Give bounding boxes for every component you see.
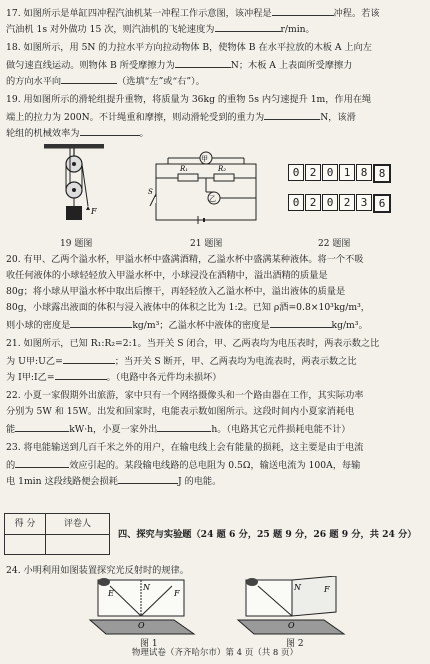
question-20 [6,252,424,332]
question-17 [6,4,424,36]
q22-text: 能 [6,424,16,435]
q22-text: kW·h，小夏一家外出 [69,424,158,435]
answer-blank[interactable] [15,456,69,468]
score-header: 得 分 [14,519,36,529]
q20-text: 收任何液体的小球轻轻放入甲溢水杯中，小球浸没在酒精中，溢出酒精的质量是 [6,270,328,281]
meter-digit: 0 [322,194,338,211]
meter-digit-decimal: 8 [373,164,391,183]
figure-caption: 19 题图 [60,239,93,249]
label-o: O [288,621,295,630]
q19-text: 轮组的机械效率为 [6,128,80,139]
q20-text: kg/m³。 [331,320,368,331]
question-24: 24. 小明利用如图装置探究光反射时的规律。 [6,565,189,576]
q21-text: 为 I甲:I乙= [6,372,55,383]
pulley-figure [40,144,110,228]
q23-text: 的 [6,460,16,471]
question-21 [6,336,424,384]
q21-text: 。（电路中各元件均未损坏） [106,372,222,383]
label-f: F [324,585,330,594]
q18-text: N；木板 A 上表面所受摩擦力 [230,60,353,71]
q20-text: 则小球的密度是 [6,320,71,331]
answer-blank[interactable] [264,108,320,120]
meter-a-label: 甲 [201,155,208,163]
q20-text: 80g；将小球从甲溢水杯中取出后擦干，再轻轻放入乙溢水杯中，溢出液体的质量是 [6,286,346,297]
q19-text: N，该滑 [320,112,356,123]
figure-caption: 图 2 [286,639,304,649]
q18-text: 18. 如图所示，用 5N 的力拉水平方向拉动物体 B，使物体 B 在水平拉放的木板 A 上向左 [6,42,372,53]
figure-caption: 22 题图 [318,239,351,249]
meter-digit: 3 [356,194,372,211]
meter-digit: 1 [339,164,355,181]
meter-digit: 2 [305,164,321,181]
score-box [4,513,110,555]
q17-text: 17. 如图所示是单缸四冲程汽油机某一冲程工作示意图，该冲程是 [6,8,272,19]
meter-digit: 2 [305,194,321,211]
answer-blank[interactable] [215,20,281,32]
question-23 [6,440,424,488]
section-heading: 四、探究与实验题（24 题 6 分，25 题 9 分，26 题 9 分，共 24 分） [118,529,417,540]
q19-text: 端上的拉力为 200N。不计绳重和摩擦，则动滑轮受到的重力为 [6,112,265,123]
switch-label: S [148,188,153,196]
light-reflection-figure-2 [236,576,348,638]
light-reflection-figure-1 [88,576,198,638]
question-18 [6,40,424,88]
figure-caption: 21 题图 [190,239,223,249]
meter-digit: 8 [356,164,372,181]
answer-blank[interactable] [157,420,211,432]
q17-text: 冲程。若该 [333,8,380,19]
answer-blank[interactable] [15,420,69,432]
q19-text: 。 [139,128,149,139]
q18-text: （选填“左”或“右”）。 [117,76,205,87]
q21-text: 21. 如图所示，已知 R₁:R₂=2:1。当开关 S 闭合，甲、乙两表均为电压表时，两表示数之比 [6,338,380,349]
q20-text: 20. 有甲、乙两个溢水杯，甲溢水杯中盛满酒精，乙溢水杯中盛满某种液体。将一个不吸 [6,254,364,265]
label-f: F [174,589,180,598]
q18-text: 的方向水平向 [6,76,62,87]
answer-blank[interactable] [80,124,140,136]
q19-text: 19. 用如图所示的滑轮组提升重物，将质量为 36kg 的重物 5s 内匀速提升 1m，作用在绳 [6,94,372,105]
answer-blank[interactable] [55,368,107,380]
meter-b-label: 乙 [209,195,216,203]
q23-text: 电 1min 这段线路便会损耗 [6,476,118,487]
meter-digit-decimal: 6 [373,194,391,213]
grader-header: 评卷人 [63,519,91,529]
score-header-row [5,514,109,535]
label-e: E [108,589,114,598]
q21-text: 为 U甲:U乙= [6,356,63,367]
question-22 [6,388,424,436]
q22-text: 分别为 5W 和 15W。出发和回家时，电能表示数如图所示。这段时间内小夏家消耗电 [6,406,355,417]
r2-label: R₂ [218,165,227,173]
q21-text: ；当开关 S 断开，甲、乙两表均为电流表时，两表示数之比 [114,356,357,367]
label-n: N [294,583,301,592]
force-label-f: F [91,207,97,216]
q22-text: 22. 小夏一家假期外出旅游，家中只有一个网络摄像头和一个路由器在工作，其实际功率 [6,390,364,401]
q23-text: 23. 将电能输送到几百千米之外的用户，在输电线上会有能量的损耗，这主要是由于电流 [6,442,364,453]
meter-digit: 0 [322,164,338,181]
answer-blank[interactable] [63,352,115,364]
answer-blank[interactable] [70,316,132,328]
q20-text: kg/m³；乙溢水杯中液体的密度是 [132,320,270,331]
answer-blank[interactable] [118,472,178,484]
answer-blank[interactable] [272,4,334,16]
meter-digit: 2 [339,194,355,211]
q23-text: J 的电能。 [177,476,222,487]
answer-blank[interactable] [175,56,231,68]
q17-text: 汽油机 1s 对外做功 15 次，则汽油机的飞轮速度为 [6,24,215,35]
q20-text: 80g，小球露出液面的体积与浸入液体中的体积之比为 1:2。已知 ρ酒=0.8×10³kg/m³， [6,302,370,313]
q23-text: 效应引起的。某段输电线路的总电阻为 0.5Ω，输送电流为 100A，每输 [69,460,361,471]
label-o: O [138,621,145,630]
figure-caption: 图 1 [140,639,158,649]
page-footer: 物理试卷（齐齐哈尔市）第 4 页（共 8 页） [131,648,299,658]
q18-text: 做匀速直线运动。则物体 B 所受摩擦力为 [6,60,175,71]
r1-label: R₁ [180,165,189,173]
q17-text: r/min。 [280,24,315,35]
meter-digit: 0 [288,164,304,181]
question-19 [6,92,424,140]
label-n: N [143,583,150,592]
answer-blank[interactable] [270,316,332,328]
q22-text: h。（电路其它元件损耗电能不计） [211,424,351,435]
meter-digit: 0 [288,194,304,211]
answer-blank[interactable] [61,72,117,84]
circuit-figure [148,150,266,230]
